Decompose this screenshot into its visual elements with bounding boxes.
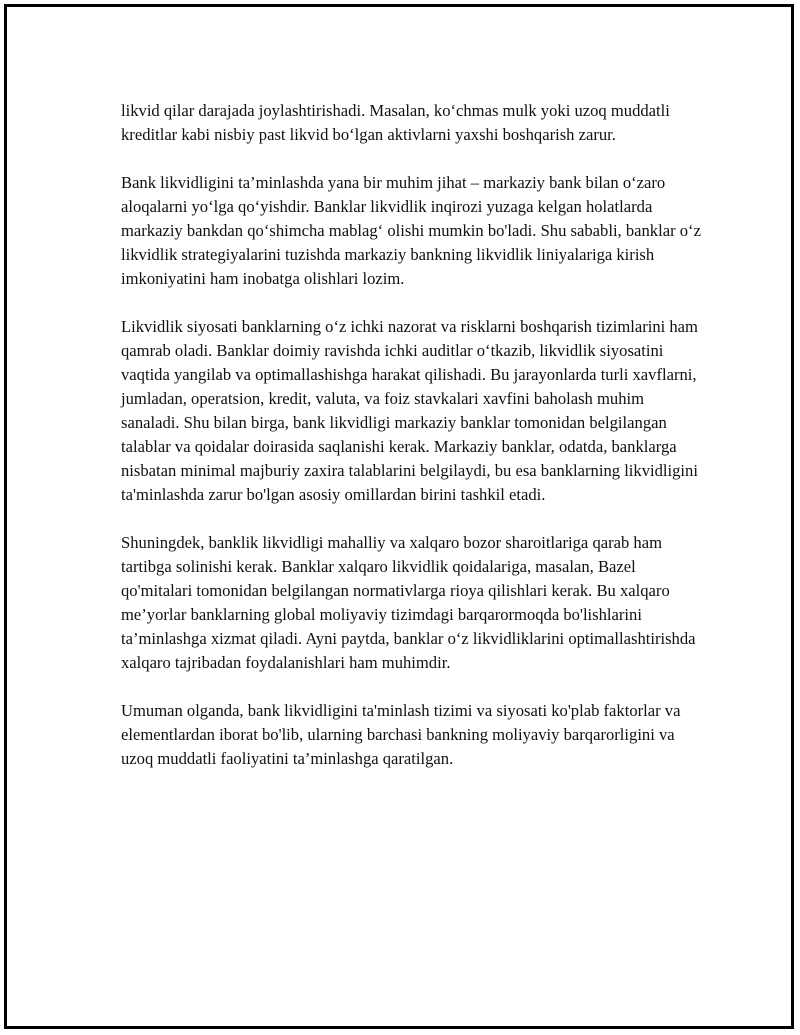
paragraph: Umuman olganda, bank likvidligini ta'minlash tizimi va siyosati ko'plab faktorlar va elementlardan iborat bo'lib, ularning barchasi bankning moliyaviy barqarorligini va uzoq muddatli faoliyatini ta’minlashga qaratilgan. [121, 701, 681, 768]
page [4, 4, 794, 1029]
paragraph: Bank likvidligini ta’minlashda yana bir muhim jihat – markaziy bank bilan o‘zaro aloqalarni yo‘lga qo‘yishdir. Banklar likvidlik inqirozi yuzaga kelgan holatlarda markaziy bankdan qo‘shimcha mablag‘ olishi mumkin bo'ladi. Shu sababli, banklar o‘z likvidlik strategiyalarini tuzishda markaziy bankning likvidlik liniyalariga kirish imkoniyatini ham inobatga olishlari lozim. [121, 173, 701, 288]
page-body [121, 99, 701, 795]
paragraph: likvid qilar darajada joylashtirishadi. Masalan, ko‘chmas mulk yoki uzoq muddatli kreditlar kabi nisbiy past likvid bo‘lgan aktivlarni yaxshi boshqarish zarur. [121, 101, 670, 144]
paragraph: Shuningdek, banklik likvidligi mahalliy va xalqaro bozor sharoitlariga qarab ham tartibga solinishi kerak. Banklar xalqaro likvidlik qoidalariga, masalan, Bazel qo'mitalari tomonidan belgilangan normativlarga rioya qilishlari kerak. Bu xalqaro me’yorlar banklarning global moliyaviy tizimdagi barqarormoqda bo'lishlarini ta’minlashga xizmat qiladi. Ayni paytda, banklar o‘z likvidliklarini optimallashtirishda xalqaro tajribadan foydalanishlari ham muhimdir. [121, 533, 696, 672]
paragraph: Likvidlik siyosati banklarning o‘z ichki nazorat va risklarni boshqarish tizimlarini ham qamrab oladi. Banklar doimiy ravishda ichki auditlar o‘tkazib, likvidlik siyosatini vaqtida yangilab va optimallashishga harakat qilishadi. Bu jarayonlarda turli xavflarni, jumladan, operatsion, kredit, valuta, va foiz stavkalari xavfini baholash muhim sanaladi. Shu bilan birga, bank likvidligi markaziy banklar tomonidan belgilangan talablar va qoidalar doirasida saqlanishi kerak. Markaziy banklar, odatda, banklarga nisbatan minimal majburiy zaxira talablarini belgilaydi, bu esa banklarning likvidligini ta'minlashda zarur bo'lgan asosiy omillardan birini tashkil etadi. [121, 317, 698, 504]
